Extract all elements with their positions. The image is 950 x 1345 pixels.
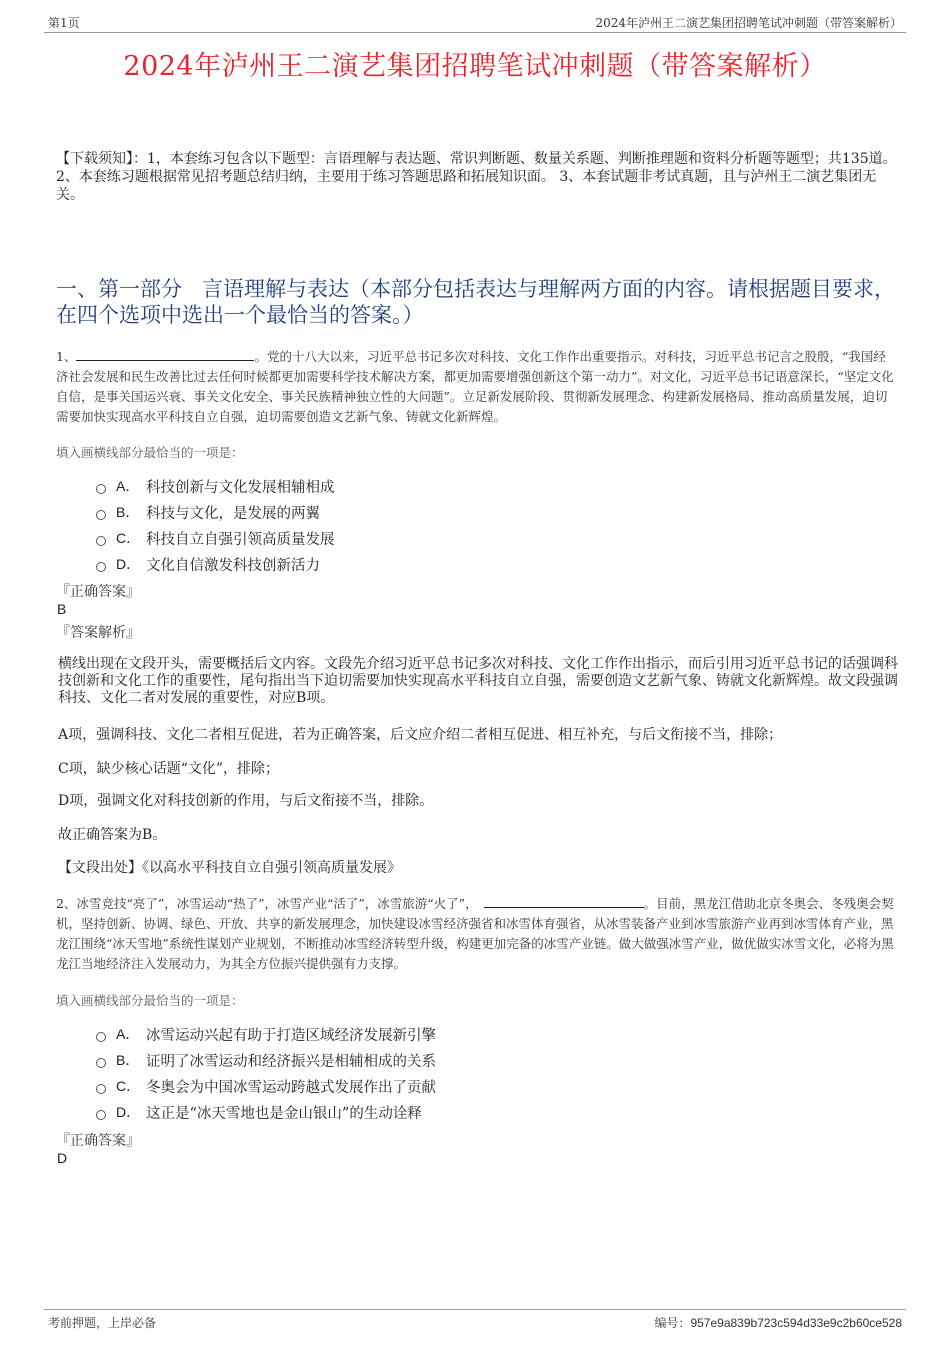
q2-option-b[interactable] <box>96 1050 436 1070</box>
section-desc: 言语理解与表达（本部分包括表达与理解两方面的内容。请根据题目要求，在四个选项中选出一个最恰当的答案。） <box>56 277 895 327</box>
analysis-paragraph: A项，强调科技、文化二者相互促进，若为正确答案，后文应介绍二者相互促进、相互补充，与后文衔接不当，排除； <box>58 727 783 743</box>
question-number: 1、 <box>56 349 77 364</box>
page-title: 2024年泸州王二演艺集团招聘笔试冲刺题（带答案解析） <box>123 51 827 82</box>
analysis-conclusion: 故正确答案为B。 <box>58 827 167 843</box>
option-text: 科技自立自强引领高质量发展 <box>146 531 335 548</box>
download-notice: 【下载须知】：1，本套练习包含以下题型：言语理解与表达题、常识判断题、数量关系题、判断推理题和资料分析题等题型；共135道。 2、本套练习题根据常见招考题总结归纳，主要用于练习答题思路和拓展知识面。 3、本套试题非考试真题，且与泸州王二演艺集团无关。 <box>56 151 897 203</box>
question-text-before: 冰雪竞技“亮了”，冰雪运动“热了”，冰雪产业“活了”，冰雪旅游“火了”， <box>76 896 478 911</box>
option-letter: D． <box>116 1104 141 1120</box>
correct-answer-label: 『正确答案』 <box>56 584 140 600</box>
footer-code-value: 957e9a839b723c594d33e9c2b60ce528 <box>690 1316 902 1330</box>
analysis-paragraph: D项，强调文化对科技创新的作用，与后文衔接不当，排除。 <box>58 793 434 809</box>
option-letter: C． <box>116 1078 141 1094</box>
radio-icon[interactable] <box>96 562 106 572</box>
footer-code <box>654 1314 902 1331</box>
analysis-paragraph: C项，缺少核心话题“文化”，排除； <box>58 761 280 777</box>
answer-blank <box>484 897 644 908</box>
radio-icon[interactable] <box>96 1110 106 1120</box>
correct-answer: B <box>57 601 67 617</box>
option-letter: B． <box>116 1052 140 1068</box>
question-1-stem <box>56 347 898 427</box>
q1-option-d[interactable] <box>96 554 320 574</box>
option-text: 冬奥会为中国冰雪运动跨越式发展作出了贡献 <box>146 1079 436 1096</box>
correct-answer-label: 『正确答案』 <box>56 1133 140 1149</box>
header-doc-title: 2024年泸州王二演艺集团招聘笔试冲刺题（带答案解析） <box>595 16 902 30</box>
answer-blank <box>76 350 254 361</box>
option-letter: D． <box>116 556 141 572</box>
section-part: 一、第一部分 <box>56 277 182 301</box>
question-number: 2、 <box>56 896 77 911</box>
option-letter: A． <box>116 478 140 494</box>
q1-option-c[interactable] <box>96 528 335 548</box>
question-text: 。党的十八大以来，习近平总书记多次对科技、文化工作作出重要指示。对科技，习近平总书记言之股殷，“我国经济社会发展和民生改善比过去任何时候都更加需要科学技术解决方案，都更加需要增强创新这个第一动力”。对文化，习近平总书记语意深长，“坚定文化自信，是事关国运兴衰、事关文化安全、事关民族精神独立性的大问题”。立足新发展阶段、贯彻新发展理念、构建新发展格局、推动高质量发展，迫切需要加快实现高水平科技自立自强，迫切需要创造文艺新气象、铸就文化新辉煌。 <box>56 349 894 424</box>
page-number: 第1页 <box>48 16 80 30</box>
footer-code-label: 编号： <box>654 1316 691 1330</box>
q2-option-d[interactable] <box>96 1102 422 1122</box>
q1-option-b[interactable] <box>96 502 320 522</box>
q1-option-a[interactable] <box>96 476 335 496</box>
analysis-label: 『答案解析』 <box>56 625 140 641</box>
radio-icon[interactable] <box>96 510 106 520</box>
section-heading <box>56 276 898 328</box>
question-2-stem <box>56 894 898 974</box>
radio-icon[interactable] <box>96 1084 106 1094</box>
option-text: 文化自信激发科技创新活力 <box>146 557 320 574</box>
q2-option-c[interactable] <box>96 1076 436 1096</box>
option-letter: C． <box>116 530 141 546</box>
header-divider <box>44 32 906 33</box>
option-text: 这正是“冰天雪地也是金山银山”的生动诠释 <box>146 1105 422 1122</box>
correct-answer: D <box>57 1150 68 1166</box>
radio-icon[interactable] <box>96 536 106 546</box>
radio-icon[interactable] <box>96 1058 106 1068</box>
question-1-prompt: 填入画横线部分最恰当的一项是： <box>56 445 244 460</box>
analysis-paragraph: 横线出现在文段开头，需要概括后文内容。文段先介绍习近平总书记多次对科技、文化工作作出指示，而后引用习近平总书记的话强调科技创新和文化工作的重要性，尾句指出当下迫切需要加快实现高水平科技自立自强，需要创造文艺新气象、铸就文化新辉煌。故文段强调科技、文化二者对发展的重要性，对应B项。 <box>58 656 898 706</box>
source-citation: 【文段出处】《以高水平科技自立自强引领高质量发展》 <box>58 860 401 876</box>
radio-icon[interactable] <box>96 1032 106 1042</box>
option-text: 证明了冰雪运动和经济振兴是相辅相成的关系 <box>146 1053 436 1070</box>
question-text: 。目前，黑龙江借助北京冬奥会、冬残奥会契机，坚持创新、协调、绿色、开放、共享的新发展理念，加快建设冰雪经济强省和冰雪体育强省，从冰雪装备产业到冰雪旅游产业再到冰雪体育产业，黑龙江围绕“冰天雪地”系统性谋划产业规划，不断推动冰雪经济转型升级，构建更加完备的冰雪产业链。做大做强冰雪产业，做优做实冰雪文化，必将为黑龙江当地经济注入发展动力，为其全方位振兴提供强有力支撑。 <box>56 896 894 971</box>
option-letter: B． <box>116 504 140 520</box>
footer-slogan: 考前押题，上岸必备 <box>48 1316 157 1330</box>
option-text: 科技创新与文化发展相辅相成 <box>146 479 335 496</box>
question-2-prompt: 填入画横线部分最恰当的一项是： <box>56 993 244 1008</box>
option-letter: A． <box>116 1026 140 1042</box>
footer-divider <box>44 1309 906 1310</box>
q2-option-a[interactable] <box>96 1024 436 1044</box>
option-text: 科技与文化，是发展的两翼 <box>146 505 320 522</box>
option-text: 冰雪运动兴起有助于打造区域经济发展新引擎 <box>146 1027 436 1044</box>
radio-icon[interactable] <box>96 484 106 494</box>
